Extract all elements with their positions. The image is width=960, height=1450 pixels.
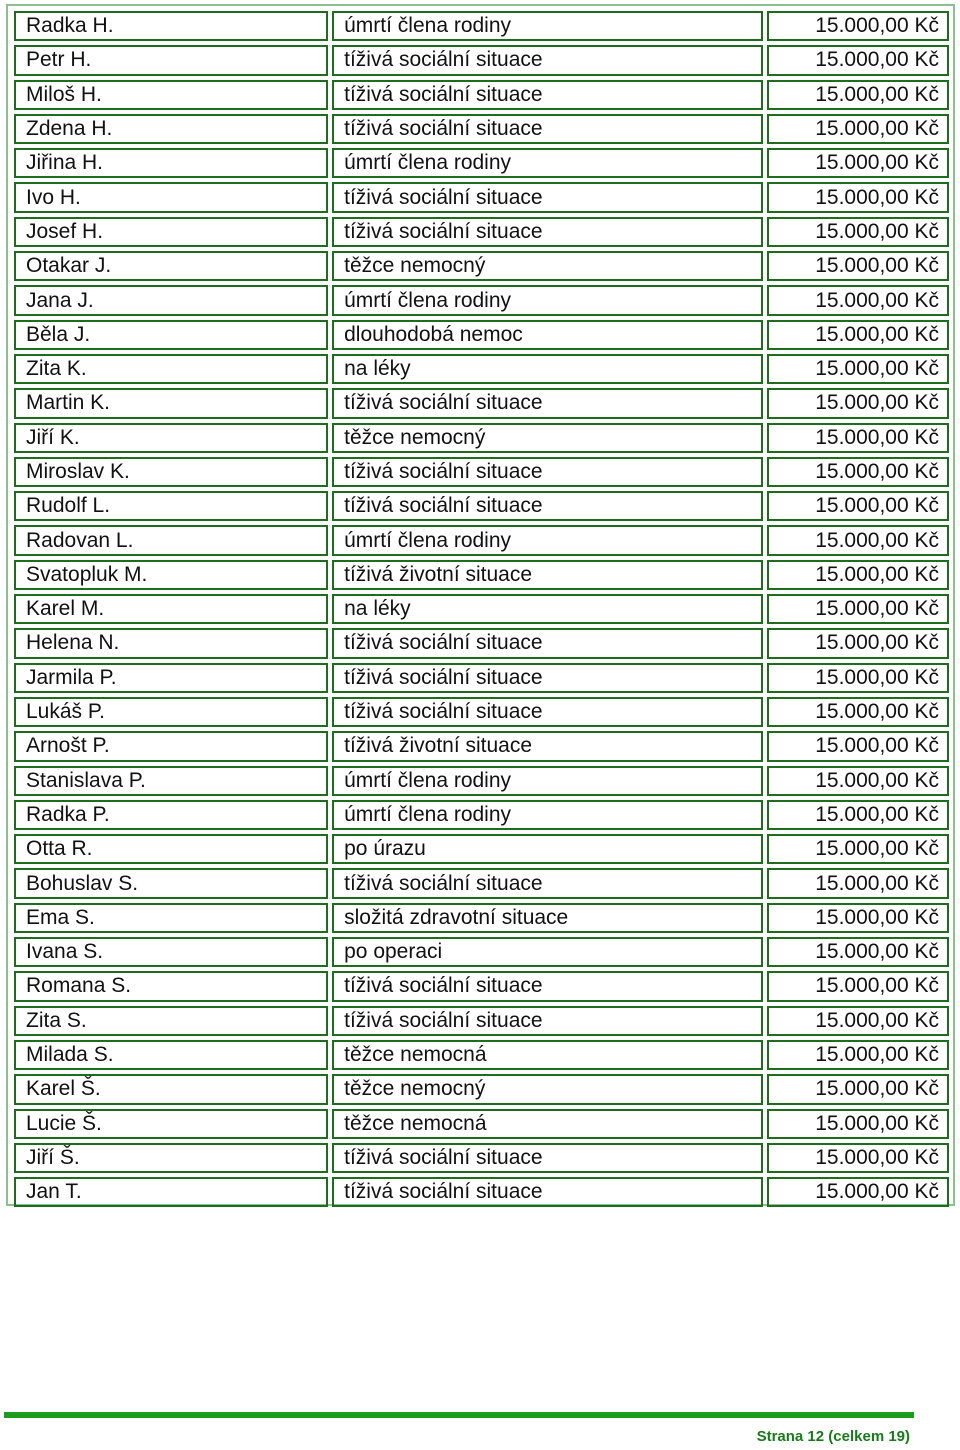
recipient-name-cell: Otta R. [14,834,328,864]
reason-cell: tíživá sociální situace [332,217,763,247]
amount-cell: 15.000,00 Kč [767,800,949,830]
recipient-name-cell: Martin K. [14,388,328,418]
reason-cell: tíživá sociální situace [332,45,763,75]
reason-cell: těžce nemocný [332,423,763,453]
donation-table [10,7,953,1211]
table-row [14,285,949,315]
amount-cell: 15.000,00 Kč [767,1074,949,1104]
amount-cell: 15.000,00 Kč [767,628,949,658]
table-row [14,903,949,933]
recipient-name-cell: Jana J. [14,285,328,315]
reason-cell: složitá zdravotní situace [332,903,763,933]
reason-cell: úmrtí člena rodiny [332,285,763,315]
recipient-name-cell: Radka P. [14,800,328,830]
recipient-name-cell: Zita S. [14,1006,328,1036]
amount-cell: 15.000,00 Kč [767,834,949,864]
reason-cell: tíživá sociální situace [332,114,763,144]
reason-cell: těžce nemocný [332,1074,763,1104]
amount-cell: 15.000,00 Kč [767,1177,949,1207]
table-row [14,457,949,487]
recipient-name-cell: Stanislava P. [14,766,328,796]
amount-cell: 15.000,00 Kč [767,1143,949,1173]
reason-cell: tíživá sociální situace [332,491,763,521]
reason-cell: tíživá životní situace [332,560,763,590]
amount-cell: 15.000,00 Kč [767,971,949,1001]
recipient-name-cell: Radovan L. [14,525,328,555]
reason-cell: tíživá sociální situace [332,80,763,110]
amount-cell: 15.000,00 Kč [767,354,949,384]
table-row [14,1074,949,1104]
reason-cell: tíživá sociální situace [332,182,763,212]
amount-cell: 15.000,00 Kč [767,594,949,624]
reason-cell: úmrtí člena rodiny [332,148,763,178]
table-row [14,800,949,830]
reason-cell: tíživá sociální situace [332,1006,763,1036]
recipient-name-cell: Jan T. [14,1177,328,1207]
amount-cell: 15.000,00 Kč [767,1109,949,1139]
amount-cell: 15.000,00 Kč [767,388,949,418]
amount-cell: 15.000,00 Kč [767,45,949,75]
reason-cell: tíživá sociální situace [332,388,763,418]
reason-cell: na léky [332,354,763,384]
reason-cell: tíživá sociální situace [332,628,763,658]
reason-cell: na léky [332,594,763,624]
table-row [14,1006,949,1036]
recipient-name-cell: Běla J. [14,320,328,350]
reason-cell: tíživá sociální situace [332,663,763,693]
amount-cell: 15.000,00 Kč [767,1040,949,1070]
donation-table-frame [6,4,955,1206]
recipient-name-cell: Helena N. [14,628,328,658]
table-row [14,388,949,418]
recipient-name-cell: Jiří K. [14,423,328,453]
reason-cell: po úrazu [332,834,763,864]
table-row [14,1177,949,1207]
table-row [14,697,949,727]
amount-cell: 15.000,00 Kč [767,663,949,693]
page-number: Strana 12 (celkem 19) [756,1428,910,1445]
reason-cell: po operaci [332,937,763,967]
reason-cell: úmrtí člena rodiny [332,525,763,555]
recipient-name-cell: Milada S. [14,1040,328,1070]
recipient-name-cell: Karel M. [14,594,328,624]
recipient-name-cell: Ivana S. [14,937,328,967]
footer-divider [4,1412,914,1418]
recipient-name-cell: Lukáš P. [14,697,328,727]
reason-cell: tíživá životní situace [332,731,763,761]
recipient-name-cell: Lucie Š. [14,1109,328,1139]
table-row [14,354,949,384]
recipient-name-cell: Romana S. [14,971,328,1001]
amount-cell: 15.000,00 Kč [767,148,949,178]
table-row [14,766,949,796]
recipient-name-cell: Jiří Š. [14,1143,328,1173]
reason-cell: dlouhodobá nemoc [332,320,763,350]
amount-cell: 15.000,00 Kč [767,903,949,933]
amount-cell: 15.000,00 Kč [767,525,949,555]
table-row [14,182,949,212]
table-row [14,80,949,110]
table-row [14,491,949,521]
recipient-name-cell: Ivo H. [14,182,328,212]
recipient-name-cell: Zita K. [14,354,328,384]
amount-cell: 15.000,00 Kč [767,320,949,350]
table-row [14,663,949,693]
donation-table-body [14,11,949,1207]
reason-cell: těžce nemocná [332,1040,763,1070]
table-row [14,1109,949,1139]
table-row [14,148,949,178]
recipient-name-cell: Miroslav K. [14,457,328,487]
amount-cell: 15.000,00 Kč [767,285,949,315]
table-row [14,217,949,247]
amount-cell: 15.000,00 Kč [767,560,949,590]
reason-cell: těžce nemocná [332,1109,763,1139]
amount-cell: 15.000,00 Kč [767,11,949,41]
amount-cell: 15.000,00 Kč [767,868,949,898]
amount-cell: 15.000,00 Kč [767,217,949,247]
table-row [14,251,949,281]
recipient-name-cell: Jarmila P. [14,663,328,693]
reason-cell: tíživá sociální situace [332,1143,763,1173]
recipient-name-cell: Jiřina H. [14,148,328,178]
amount-cell: 15.000,00 Kč [767,731,949,761]
recipient-name-cell: Ema S. [14,903,328,933]
amount-cell: 15.000,00 Kč [767,423,949,453]
recipient-name-cell: Radka H. [14,11,328,41]
recipient-name-cell: Rudolf L. [14,491,328,521]
recipient-name-cell: Bohuslav S. [14,868,328,898]
amount-cell: 15.000,00 Kč [767,1006,949,1036]
table-row [14,423,949,453]
amount-cell: 15.000,00 Kč [767,457,949,487]
reason-cell: tíživá sociální situace [332,868,763,898]
reason-cell: úmrtí člena rodiny [332,800,763,830]
recipient-name-cell: Miloš H. [14,80,328,110]
table-row [14,1040,949,1070]
table-row [14,971,949,1001]
recipient-name-cell: Arnošt P. [14,731,328,761]
table-row [14,320,949,350]
recipient-name-cell: Josef H. [14,217,328,247]
recipient-name-cell: Karel Š. [14,1074,328,1104]
amount-cell: 15.000,00 Kč [767,114,949,144]
table-row [14,45,949,75]
table-row [14,1143,949,1173]
recipient-name-cell: Otakar J. [14,251,328,281]
recipient-name-cell: Svatopluk M. [14,560,328,590]
amount-cell: 15.000,00 Kč [767,80,949,110]
table-row [14,114,949,144]
table-row [14,868,949,898]
table-row [14,937,949,967]
reason-cell: tíživá sociální situace [332,697,763,727]
amount-cell: 15.000,00 Kč [767,251,949,281]
reason-cell: tíživá sociální situace [332,457,763,487]
reason-cell: tíživá sociální situace [332,1177,763,1207]
table-row [14,731,949,761]
amount-cell: 15.000,00 Kč [767,182,949,212]
recipient-name-cell: Petr H. [14,45,328,75]
recipient-name-cell: Zdena H. [14,114,328,144]
reason-cell: těžce nemocný [332,251,763,281]
reason-cell: úmrtí člena rodiny [332,11,763,41]
table-row [14,594,949,624]
amount-cell: 15.000,00 Kč [767,766,949,796]
table-row [14,11,949,41]
amount-cell: 15.000,00 Kč [767,491,949,521]
table-row [14,834,949,864]
table-row [14,560,949,590]
table-row [14,525,949,555]
reason-cell: tíživá sociální situace [332,971,763,1001]
amount-cell: 15.000,00 Kč [767,937,949,967]
table-row [14,628,949,658]
amount-cell: 15.000,00 Kč [767,697,949,727]
reason-cell: úmrtí člena rodiny [332,766,763,796]
